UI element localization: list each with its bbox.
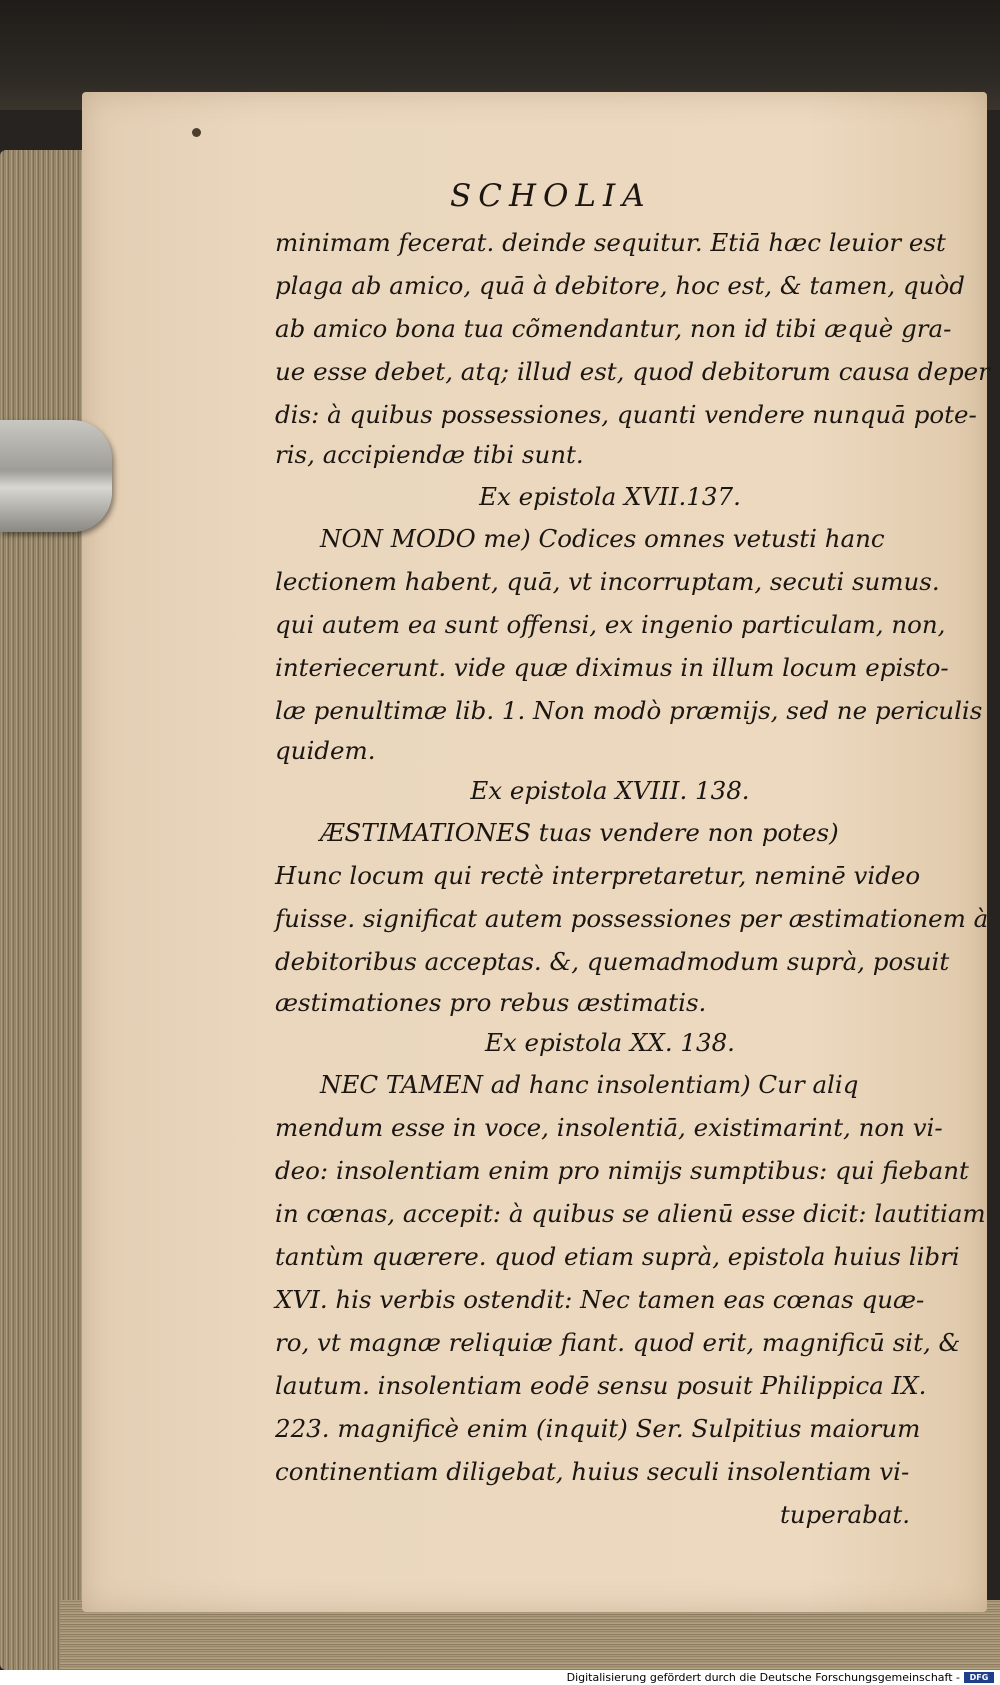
text-line: ÆSTIMATIONES tuas vendere non potes) — [320, 818, 839, 847]
text-line: læ penultimæ lib. 1. Non modò præmijs, sed ne periculis — [275, 696, 983, 725]
section-heading: Ex epistola XVIII. 138. — [470, 776, 750, 805]
text-line: deo: insolentiam enim pro nimijs sumptibus: qui fiebant — [275, 1156, 969, 1185]
text-line: ue esse debet, atq; illud est, quod debitorum causa deper — [275, 357, 990, 386]
page-edges-left — [0, 150, 92, 1670]
text-line: æstimationes pro rebus æstimatis. — [275, 988, 707, 1017]
text-line: Hunc locum qui rectè interpretaretur, neminē video — [275, 861, 921, 890]
text-line: debitoribus acceptas. &, quemadmodum suprà, posuit — [275, 947, 950, 976]
text-line: NEC TAMEN ad hanc insolentiam) Cur aliq — [320, 1070, 859, 1099]
ink-spot — [192, 128, 201, 137]
text-line: ris, accipiendæ tibi sunt. — [275, 440, 584, 469]
text-line: tuperabat. — [779, 1500, 910, 1529]
text-line: 223. magnificè enim (inquit) Ser. Sulpitius maiorum — [275, 1414, 921, 1443]
text-line: minimam fecerat. deinde sequitur. Etiā hæc leuior est — [275, 228, 946, 257]
dfg-logo: DFG — [964, 1672, 994, 1683]
text-line: fuisse. significat autem possessiones per æstimationem à — [275, 904, 989, 933]
section-heading: Ex epistola XX. 138. — [485, 1028, 735, 1057]
text-line: lautum. insolentiam eodē sensu posuit Philippica IX. — [275, 1371, 927, 1400]
text-line: quidem. — [275, 736, 376, 765]
text-line: dis: à quibus possessiones, quanti vendere nunquā pote- — [275, 400, 977, 429]
text-line: continentiam diligebat, huius seculi insolentiam vi- — [275, 1457, 910, 1486]
text-line: ro, vt magnæ reliquiæ fiant. quod erit, magnificū sit, & — [275, 1328, 961, 1357]
text-line: interiecerunt. vide quæ diximus in illum locum episto- — [275, 653, 949, 682]
text-line: lectionem habent, quā, vt incorruptam, secuti sumus. — [275, 567, 940, 596]
text-line: mendum esse in voce, insolentiā, existimarint, non vi- — [275, 1113, 943, 1142]
section-heading: Ex epistola XVII.137. — [479, 482, 741, 511]
footer-bar — [0, 1670, 1000, 1685]
running-head: SCHOLIA — [450, 178, 652, 214]
text-line: plaga ab amico, quā à debitore, hoc est, & tamen, quòd — [275, 271, 965, 300]
text-line: tantùm quærere. quod etiam suprà, epistola huius libri — [275, 1242, 960, 1271]
text-line: XVI. his verbis ostendit: Nec tamen eas cœnas quæ- — [275, 1285, 925, 1314]
footer-credit: Digitalisierung gefördert durch die Deutsche Forschungsgemeinschaft - — [566, 1671, 960, 1684]
text-line: ab amico bona tua cõmendantur, non id tibi æquè gra- — [275, 314, 952, 343]
text-line: NON MODO me) Codices omnes vetusti hanc — [320, 524, 885, 553]
text-line: in cœnas, accepit: à quibus se alienū esse dicit: lautitiam — [275, 1199, 986, 1228]
page-clip — [0, 420, 112, 532]
text-line: qui autem ea sunt offensi, ex ingenio particulam, non, — [275, 610, 946, 639]
